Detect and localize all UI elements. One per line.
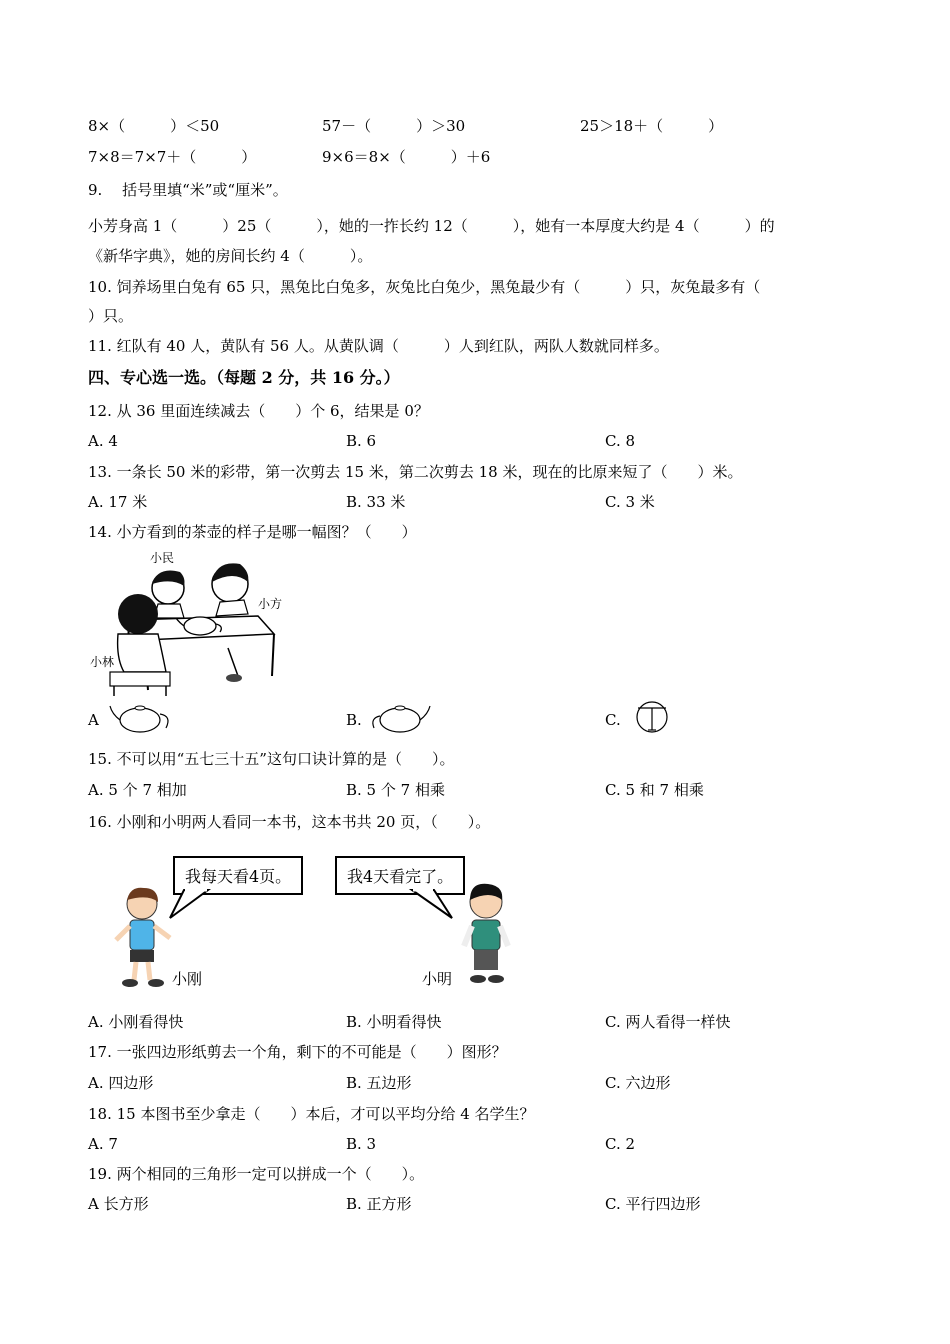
q19-stem: 19. 两个相同的三角形一定可以拼成一个（ ）。	[88, 1165, 425, 1183]
section-4-heading: 四、专心选一选。（每题 2 分，共 16 分。）	[88, 368, 400, 387]
q13-option-a[interactable]: A. 17 米	[88, 493, 148, 511]
tea-table-illustration	[88, 548, 288, 696]
speech-bubble: 我每天看4页。	[173, 856, 303, 895]
speech-bubble: 我4天看完了。	[335, 856, 465, 895]
name-label: 小林	[90, 655, 115, 669]
q17-option-a[interactable]: A. 四边形	[88, 1074, 154, 1092]
q14-option-c[interactable]: C.	[605, 711, 621, 729]
q8-expr-4: 7×8＝7×7＋（ ）	[88, 148, 257, 166]
q9-line-1: 小芳身高 1（ ）25（ ），她的一拃长约 12（ ），她有一本厚度大约是 4（ ）的	[88, 217, 775, 235]
q16-option-a[interactable]: A. 小刚看得快	[88, 1013, 184, 1031]
q11-stem: 11. 红队有 40 人，黄队有 56 人。从黄队调（ ）人到红队，两队人数就同样多。	[88, 337, 669, 355]
q18-option-a[interactable]: A. 7	[88, 1135, 118, 1153]
q16-stem: 16. 小刚和小明两人看同一本书，这本书共 20 页，（ ）。	[88, 813, 491, 831]
q15-option-b[interactable]: B. 5 个 7 相乘	[346, 781, 445, 799]
q16-option-c[interactable]: C. 两人看得一样快	[605, 1013, 731, 1031]
q12-option-c[interactable]: C. 8	[605, 432, 636, 450]
name-label: 小明	[422, 970, 453, 988]
q17-stem: 17. 一张四边形纸剪去一个角，剩下的不可能是（ ）图形？	[88, 1043, 507, 1061]
q9-title: 9. 括号里填“米”或“厘米”。	[88, 181, 288, 199]
q13-option-b[interactable]: B. 33 米	[346, 493, 406, 511]
q19-option-a[interactable]: A 长方形	[88, 1195, 149, 1213]
teapot-side-icon[interactable]	[108, 698, 174, 736]
q17-option-c[interactable]: C. 六边形	[605, 1074, 671, 1092]
q14-option-b[interactable]: B.	[346, 711, 362, 729]
q18-stem: 18. 15 本图书至少拿走（ ）本后，才可以平均分给 4 名学生？	[88, 1105, 535, 1123]
teapot-side-icon[interactable]	[366, 698, 432, 736]
q16-option-b[interactable]: B. 小明看得快	[346, 1013, 442, 1031]
name-label: 小方	[258, 597, 283, 611]
q18-option-c[interactable]: C. 2	[605, 1135, 636, 1153]
q12-stem: 12. 从 36 里面连续减去（ ）个 6，结果是 0？	[88, 402, 429, 420]
q8-expr-2: 57－（ ）＞30	[322, 117, 466, 135]
q15-option-a[interactable]: A. 5 个 7 相加	[88, 781, 187, 799]
q8-expr-3: 25＞18＋（ ）	[580, 117, 724, 135]
name-label: 小刚	[172, 970, 203, 988]
boy-xiaogang-illustration	[108, 880, 178, 990]
name-label: 小民	[150, 551, 175, 565]
teapot-top-icon[interactable]	[628, 698, 676, 736]
q19-option-b[interactable]: B. 正方形	[346, 1195, 412, 1213]
q13-stem: 13. 一条长 50 米的彩带，第一次剪去 15 米，第二次剪去 18 米，现在的比原来短了（ ）米。	[88, 463, 743, 481]
q12-option-b[interactable]: B. 6	[346, 432, 377, 450]
q8-expr-5: 9×6＝8×（ ）＋6	[322, 148, 491, 166]
q17-option-b[interactable]: B. 五边形	[346, 1074, 412, 1092]
boy-xiaoming-illustration	[452, 878, 522, 988]
q10-line-2: ）只。	[88, 307, 134, 325]
q12-option-a[interactable]: A. 4	[88, 432, 118, 450]
q14-option-a[interactable]: A	[88, 711, 99, 729]
q14-stem: 14. 小方看到的茶壶的样子是哪一幅图？（ ）	[88, 523, 417, 541]
q10-line-1: 10. 饲养场里白兔有 65 只，黑兔比白兔多，灰兔比白兔少，黑兔最少有（ ）只，灰兔最多有（	[88, 278, 761, 296]
q19-option-c[interactable]: C. 平行四边形	[605, 1195, 701, 1213]
q18-option-b[interactable]: B. 3	[346, 1135, 377, 1153]
q13-option-c[interactable]: C. 3 米	[605, 493, 655, 511]
q15-stem: 15. 不可以用“五七三十五”这句口诀计算的是（ ）。	[88, 750, 455, 768]
q8-expr-1: 8×（ ）＜50	[88, 117, 220, 135]
q9-line-2: 《新华字典》，她的房间长约 4（ ）。	[88, 247, 373, 265]
q15-option-c[interactable]: C. 5 和 7 相乘	[605, 781, 704, 799]
